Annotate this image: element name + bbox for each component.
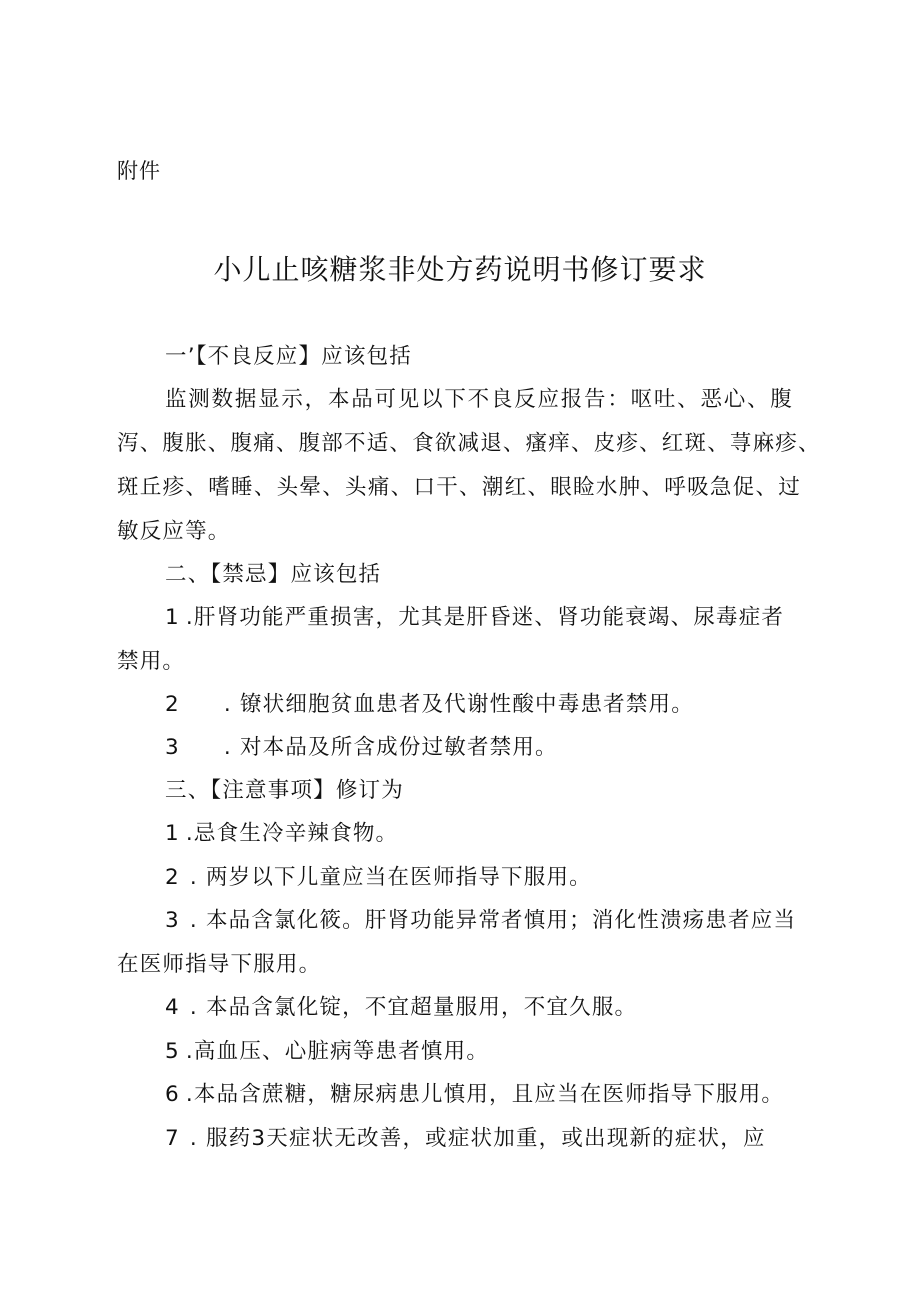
list-item-continuation: 禁用。 bbox=[117, 649, 186, 674]
list-item-number: 2 bbox=[165, 692, 180, 717]
list-item-text: .本品含蔗糖，糖尿病患儿慎用，且应当在医师指导下服用。 bbox=[185, 1082, 785, 1107]
list-item bbox=[165, 905, 796, 937]
paragraph-line: 斑丘疹、嗜睡、头晕、头痛、口干、潮红、眼睑水肿、呼吸急促、过 bbox=[117, 475, 801, 500]
list-item bbox=[165, 1036, 489, 1068]
section-heading-adverse-reactions: 一’【不良反应】应该包括 bbox=[165, 344, 412, 369]
list-item-number: 2 bbox=[165, 865, 180, 890]
section-heading-precautions: 三、【注意事项】修订为 bbox=[165, 778, 404, 803]
list-item bbox=[165, 602, 784, 634]
list-item-continuation: 在医师指导下服用。 bbox=[117, 952, 322, 977]
section-heading-contraindications: 二、【禁忌】应该包括 bbox=[165, 562, 382, 587]
list-item-text: . 本品含氯化锭，不宜超量服用，不宜久服。 bbox=[189, 995, 638, 1020]
paragraph-line: 监测数据显示，本品可见以下不良反应报告：呕吐、恶心、腹 bbox=[165, 387, 793, 412]
list-item bbox=[165, 862, 592, 894]
list-item-number: 4 bbox=[165, 995, 180, 1020]
list-item bbox=[165, 732, 558, 764]
document-title: 小儿止咳糖浆非处方药说明书修订要求 bbox=[213, 253, 707, 286]
paragraph-line: 泻、腹胀、腹痛、腹部不适、食欲减退、瘙痒、皮疹、红斑、荨麻疹、 bbox=[117, 431, 821, 456]
list-item-text: .高血压、心脏病等患者慎用。 bbox=[185, 1039, 490, 1064]
list-item-number: 1 bbox=[165, 605, 180, 630]
attachment-label: 附件 bbox=[117, 159, 161, 183]
paragraph-line: 敏反应等。 bbox=[117, 519, 231, 544]
list-item bbox=[165, 992, 637, 1024]
list-item-text: . 对本品及所含成份过敏者禁用。 bbox=[223, 735, 558, 760]
list-item-number: 1 bbox=[165, 821, 180, 846]
list-item-number: 3 bbox=[165, 735, 180, 760]
list-item bbox=[165, 689, 694, 721]
list-item bbox=[165, 1079, 784, 1111]
list-item-number: 6 bbox=[165, 1082, 180, 1107]
list-item-text: . 服药3天症状无改善，或症状加重，或出现新的症状，应 bbox=[189, 1126, 766, 1151]
list-item-text: .忌食生冷辛辣食物。 bbox=[185, 821, 399, 846]
list-item bbox=[165, 818, 398, 850]
list-item-text: .肝肾功能严重损害，尤其是肝昏迷、肾功能衰竭、尿毒症者 bbox=[185, 605, 785, 630]
list-item-number: 3 bbox=[165, 908, 180, 933]
list-item-number: 5 bbox=[165, 1039, 180, 1064]
list-item bbox=[165, 1123, 766, 1155]
list-item-text: . 两岁以下儿童应当在医师指导下服用。 bbox=[189, 865, 592, 890]
list-item-number: 7 bbox=[165, 1126, 180, 1151]
list-item-text: . 镣状细胞贫血患者及代谢性酸中毒患者禁用。 bbox=[223, 692, 694, 717]
list-item-text: . 本品含氯化筱。肝肾功能异常者慎用；消化性溃疡患者应当 bbox=[189, 908, 797, 933]
